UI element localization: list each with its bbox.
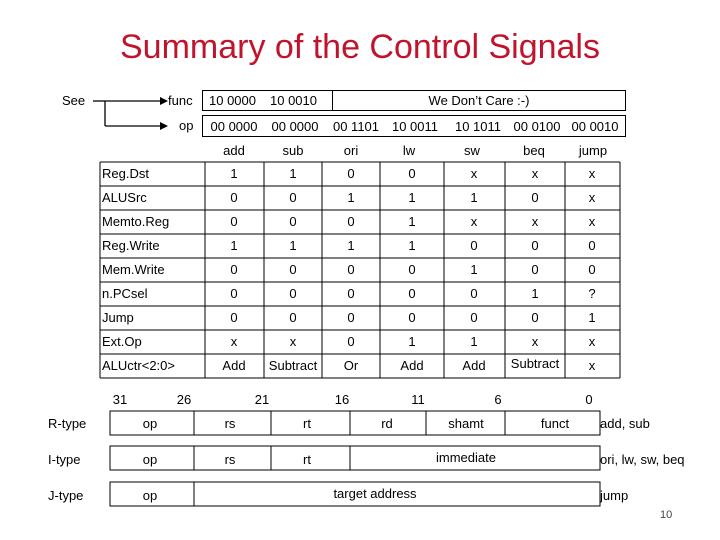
table-cell: 0 xyxy=(230,286,238,301)
table-cell: 0 xyxy=(347,334,355,349)
col-header-sub: sub xyxy=(282,143,304,158)
op-value-jump: 00 0010 xyxy=(571,119,619,134)
table-cell: 0 xyxy=(470,310,478,325)
bit-position: 21 xyxy=(254,392,270,407)
row-label: Memto.Reg xyxy=(102,214,170,229)
table-cell: 1 xyxy=(289,238,297,253)
table-cell: Add xyxy=(462,358,486,373)
col-header-beq: beq xyxy=(523,143,545,158)
bit-position: 26 xyxy=(176,392,192,407)
table-cell: 1 xyxy=(347,190,355,205)
dont-care-text: We Don’t Care :-) xyxy=(428,93,530,108)
field-rt: rt xyxy=(303,452,311,467)
table-cell: x xyxy=(531,334,539,349)
col-header-jump: jump xyxy=(578,143,608,158)
table-cell: x xyxy=(470,166,478,181)
table-cell: 0 xyxy=(588,238,596,253)
table-cell: x xyxy=(588,166,596,181)
bit-position: 16 xyxy=(334,392,350,407)
table-cell: 1 xyxy=(531,286,539,301)
field-rs: rs xyxy=(224,416,236,431)
table-cell: x xyxy=(588,358,596,373)
table-cell: 1 xyxy=(408,214,416,229)
table-cell: 1 xyxy=(470,334,478,349)
table-cell: 1 xyxy=(408,238,416,253)
col-header-ori: ori xyxy=(343,143,359,158)
col-header-add: add xyxy=(223,143,245,158)
table-cell: 1 xyxy=(408,334,416,349)
format-note-j: jump xyxy=(600,488,629,503)
table-cell: 0 xyxy=(531,310,539,325)
row-label: ALUSrc xyxy=(102,190,147,205)
bit-position: 6 xyxy=(494,392,502,407)
table-cell: 0 xyxy=(289,286,297,301)
field-rt: rt xyxy=(303,416,311,431)
table-cell: Or xyxy=(343,358,359,373)
op-value-lw: 10 0011 xyxy=(391,119,439,134)
table-cell: 0 xyxy=(230,310,238,325)
table-cell: 0 xyxy=(470,238,478,253)
format-note-r: add, sub xyxy=(600,416,650,431)
table-cell: 0 xyxy=(531,262,539,277)
op-value-sw: 10 1011 xyxy=(454,119,502,134)
table-cell: 0 xyxy=(408,166,416,181)
field-immediate: immediate xyxy=(436,450,496,465)
row-label: n.PCsel xyxy=(102,286,148,301)
table-cell: x xyxy=(588,334,596,349)
table-cell: 0 xyxy=(289,262,297,277)
table-cell: 0 xyxy=(470,286,478,301)
see-label: See xyxy=(62,93,86,108)
field-target-address: target address xyxy=(333,486,417,501)
field-op: op xyxy=(142,416,158,431)
field-rs: rs xyxy=(224,452,236,467)
format-type-j: J-type xyxy=(48,488,84,503)
table-cell: 0 xyxy=(347,262,355,277)
bit-position: 31 xyxy=(112,392,128,407)
field-rd: rd xyxy=(381,416,393,431)
table-cell: 0 xyxy=(347,166,355,181)
table-cell: x xyxy=(588,190,596,205)
table-cell: 0 xyxy=(230,262,238,277)
table-cell: 0 xyxy=(408,286,416,301)
table-cell: Subtract xyxy=(510,356,560,371)
table-cell: 1 xyxy=(408,190,416,205)
func-value-sub: 10 0010 xyxy=(270,93,317,108)
table-cell: 1 xyxy=(470,262,478,277)
col-header-sw: sw xyxy=(464,143,480,158)
table-cell: 0 xyxy=(588,262,596,277)
row-label: Ext.Op xyxy=(102,334,142,349)
format-note-i: ori, lw, sw, beq xyxy=(600,452,685,467)
table-cell: x xyxy=(588,214,596,229)
format-type-r: R-type xyxy=(48,416,87,431)
table-cell: ? xyxy=(588,286,596,301)
table-cell: 0 xyxy=(289,310,297,325)
format-type-i: I-type xyxy=(48,452,81,467)
table-cell: x xyxy=(230,334,238,349)
field-op: op xyxy=(142,452,158,467)
table-cell: 1 xyxy=(347,238,355,253)
row-label: Jump xyxy=(102,310,134,325)
table-cell: x xyxy=(531,214,539,229)
op-value-beq: 00 0100 xyxy=(513,119,561,134)
row-label: Mem.Write xyxy=(102,262,165,277)
table-cell: Subtract xyxy=(268,358,318,373)
op-value-sub: 00 0000 xyxy=(271,119,319,134)
row-label: ALUctr<2:0> xyxy=(102,358,175,373)
table-cell: x xyxy=(289,334,297,349)
table-cell: 0 xyxy=(347,310,355,325)
row-label: Reg.Write xyxy=(102,238,160,253)
bit-position: 11 xyxy=(411,392,425,407)
table-cell: 1 xyxy=(289,166,297,181)
field-shamt: shamt xyxy=(448,416,484,431)
page-number: 10 xyxy=(660,509,673,521)
table-cell: 0 xyxy=(408,310,416,325)
table-cell: 0 xyxy=(230,190,238,205)
table-cell: 1 xyxy=(470,190,478,205)
table-cell: 1 xyxy=(588,310,596,325)
table-cell: 1 xyxy=(230,238,238,253)
op-value-ori: 00 1101 xyxy=(332,119,380,134)
table-cell: 0 xyxy=(408,262,416,277)
func-value-add: 10 0000 xyxy=(209,93,256,108)
table-cell: 0 xyxy=(531,190,539,205)
table-cell: 1 xyxy=(230,166,238,181)
row-label: Reg.Dst xyxy=(102,166,149,181)
op-value-add: 00 0000 xyxy=(210,119,258,134)
table-cell: x xyxy=(531,166,539,181)
bit-position: 0 xyxy=(585,392,593,407)
table-cell: x xyxy=(470,214,478,229)
table-cell: 0 xyxy=(531,238,539,253)
table-cell: Add xyxy=(400,358,424,373)
field-funct: funct xyxy=(540,416,570,431)
table-cell: 0 xyxy=(347,214,355,229)
col-header-lw: lw xyxy=(402,143,416,158)
op-label: op xyxy=(179,118,194,133)
table-cell: 0 xyxy=(230,214,238,229)
table-cell: Add xyxy=(222,358,246,373)
func-label: func xyxy=(168,93,193,108)
table-cell: 0 xyxy=(289,214,297,229)
slide-title: Summary of the Control Signals xyxy=(120,28,600,66)
table-cell: 0 xyxy=(289,190,297,205)
table-cell: 0 xyxy=(347,286,355,301)
field-op: op xyxy=(142,488,158,503)
